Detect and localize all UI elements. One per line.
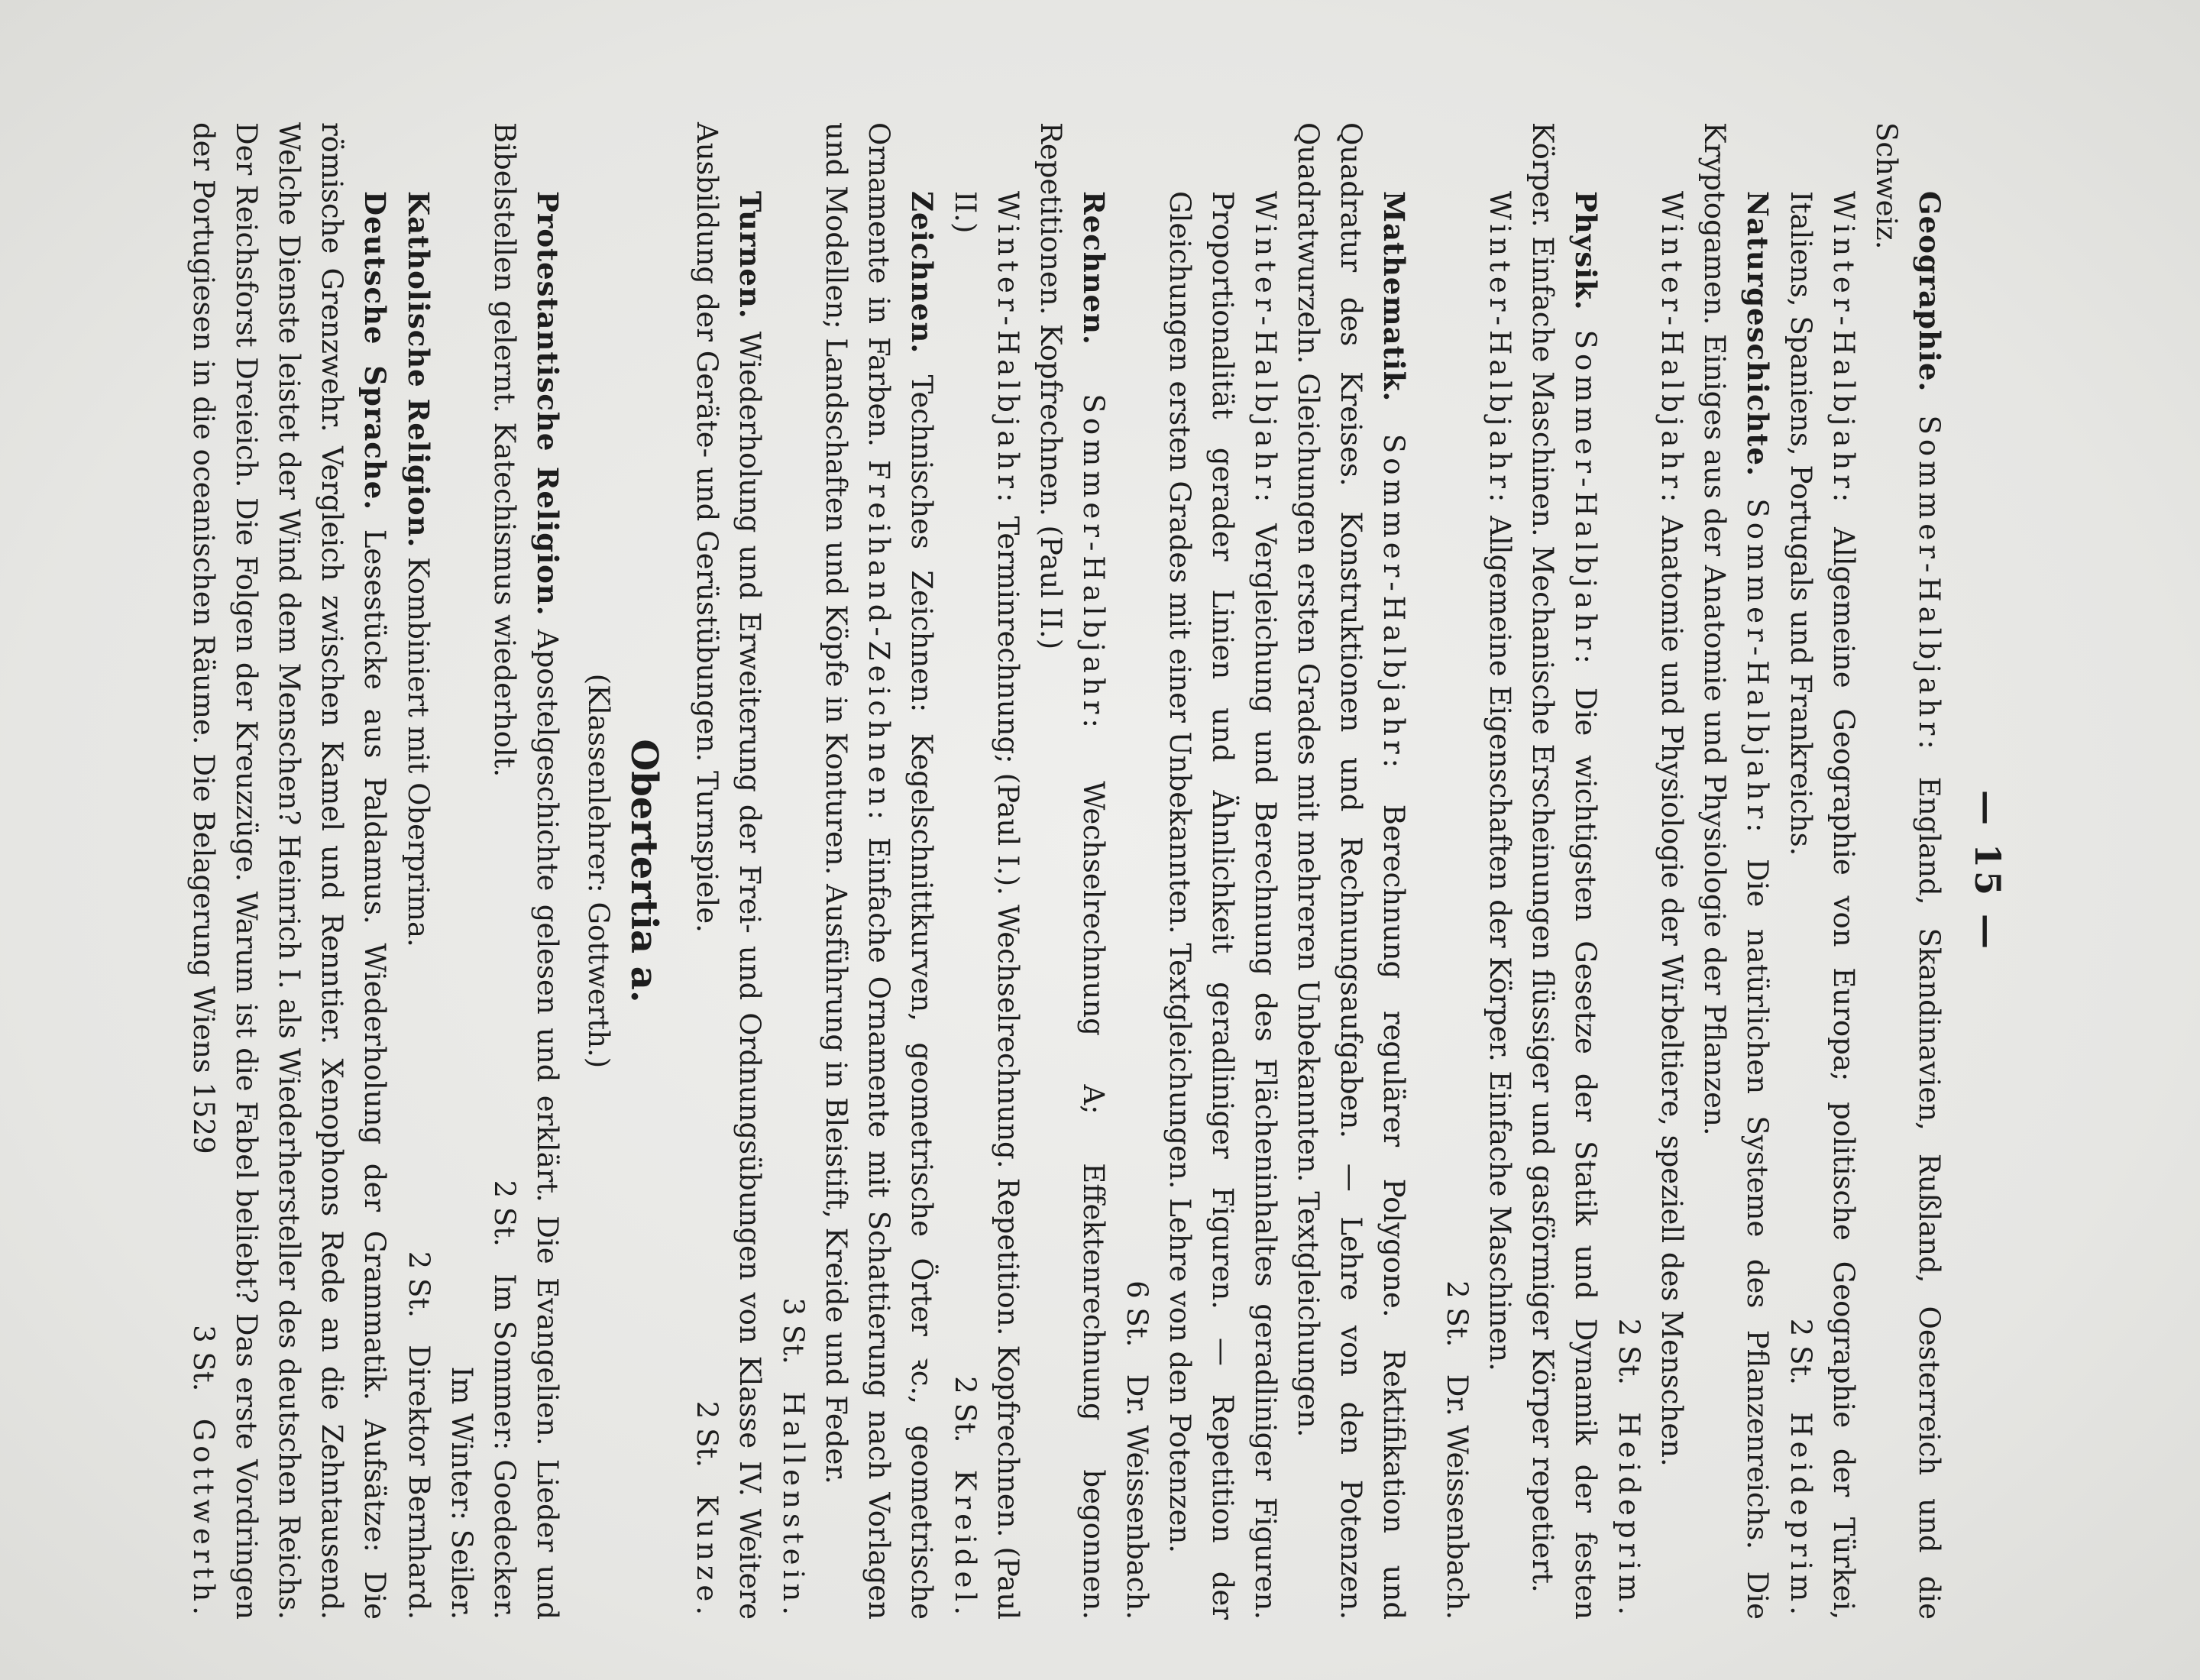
zeichnen-section — [772, 122, 943, 1620]
geographie-teacher: Heideprim. — [1784, 1412, 1817, 1620]
protestantische-religion-text — [483, 122, 569, 1620]
geographie-sommer-label: Sommer-Halbjahr: — [1913, 415, 1946, 754]
katholische-religion-text — [396, 122, 440, 1620]
mathematik-credit — [1115, 1280, 1158, 1620]
zeichnen-freihand-label: Freihand-Zeichnen: — [862, 459, 895, 824]
mathematik-heading: Mathematik. — [1377, 191, 1411, 403]
turnen-body: Wiederholung und Erweiterung der Frei- und Ordnungsübungen von Klasse IV. Weitere Ausbildung der Geräte- und Gerüstübungen. Turnspiele. — [691, 122, 766, 1620]
turnen-section — [685, 122, 772, 1620]
rechnen-heading: Rechnen. — [1077, 191, 1111, 345]
protestantische-religion-sommer: Im Sommer: Goedecker. — [488, 1274, 521, 1620]
mathematik-sommer-text: Berechnung regulärer Polygone. Rektifikation und Quadratur des Kreises. Konstruktionen und Rechnungsaufgaben. — Lehre von den Potenzen. Quadratwurzeln. Gleichungen ersten Grades mit mehreren Unbekannten. Textgleichungen. — [1292, 122, 1410, 1620]
physik-winter — [1435, 122, 1521, 1620]
rechnen-winter — [943, 122, 1029, 1620]
turnen-teacher: Kunze. — [691, 1494, 723, 1620]
physik-sommer-label: Sommer-Halbjahr: — [1569, 329, 1602, 668]
deutsche-sprache-heading: Deutsche Sprache. — [358, 191, 392, 511]
physik-winter-label: Winter-Halbjahr: — [1483, 191, 1516, 507]
mathematik-winter-label: Winter-Halbjahr: — [1249, 191, 1282, 507]
naturgeschichte-hours: 2 St. — [1613, 1318, 1645, 1386]
deutsche-sprache-credit — [182, 1256, 225, 1620]
katholische-religion-credit — [397, 1183, 440, 1620]
protestantische-religion-credit — [483, 1112, 526, 1620]
geographie-hours: 2 St. — [1784, 1318, 1817, 1386]
zeichnen-text — [772, 122, 943, 1620]
geographie-credit — [1779, 1319, 1822, 1620]
mathematik-sommer — [1286, 122, 1415, 1620]
physik-sommer-text: Die wichtigsten Gesetze der Statik und Dynamik der festen Körper. Einfache Maschinen. Mechanische Erscheinungen flüssiger und gasförmiger Körper repetiert. — [1526, 122, 1602, 1620]
rechnen-winter-label: Winter-Halbjahr: — [992, 191, 1024, 507]
rechnen-sommer-label: Sommer-Halbjahr: — [1077, 393, 1110, 733]
zeichnen-freihand-text: Einfache Ornamente mit Schattierung nach Vorlagen und Modellen; Landschaften und Köpfe in Konturen. Ausführung in Bleistift, Kreide und Feder. — [820, 122, 895, 1620]
naturgeschichte-heading: Naturgeschichte. — [1741, 191, 1775, 477]
naturgeschichte-winter-text: Anatomie und Physiologie der Wirbeltiere, speziell des Menschen. — [1655, 516, 1688, 1467]
deutsche-sprache-text — [182, 122, 396, 1620]
mathematik-sommer-label: Sommer-Halbjahr: — [1377, 433, 1410, 773]
rechnen-sommer — [1029, 122, 1115, 1620]
zeichnen-technisch-text: Technisches Zeichnen: Kegelschnittkurven, geometrische Örter ꝛc., geometrische Ornamente in Farben. — [862, 122, 938, 1620]
protestantische-religion-heading: Protestantische Religion. — [531, 191, 565, 617]
katholische-religion-heading: Katholische Religion. — [402, 191, 435, 549]
rechnen-sommer-text: Wechselrechnung A; Effektenrechnung begonnen. Repetitionen. Kopfrechnen. (Paul II.) — [1034, 122, 1110, 1620]
geographie-sommer-text: Allgemeine Geographie von Europa; politische Geographie der Türkei, Italiens, Spaniens, Portugals und Frankreichs. — [1784, 191, 1860, 1620]
geographie-winter-label: Winter-Halbjahr: — [1827, 191, 1860, 507]
turnen-text — [685, 122, 772, 1620]
rechnen-credit — [943, 1376, 986, 1620]
physik-hours: 2 St. — [1441, 1280, 1474, 1348]
naturgeschichte-credit — [1607, 1319, 1650, 1620]
zeichnen-teacher: Hallenstein. — [777, 1391, 810, 1620]
mathematik-section — [1115, 122, 1415, 1620]
naturgeschichte-sommer-label: Sommer-Halbjahr: — [1741, 498, 1774, 837]
mathematik-winter-text: Vergleichung und Berechnung des Flächeninhaltes geradliniger Figuren. Proportionalität gerader Linien und Ähnlichkeit geradliniger Figuren. — Repetition der Gleichungen ersten Grades mit einer Unbekannten. Textgleichungen. Lehre von den Potenzen. — [1163, 191, 1282, 1620]
geographie-section — [1779, 122, 1951, 1620]
physik-credit — [1435, 1280, 1478, 1620]
physik-section — [1435, 122, 1607, 1620]
zeichnen-credit — [772, 1229, 814, 1620]
physik-winter-text: Allgemeine Eigenschaften der Körper. Einfache Maschinen. — [1483, 516, 1516, 1371]
naturgeschichte-sommer — [1693, 122, 1779, 1620]
naturgeschichte-teacher: Heideprim. — [1613, 1412, 1645, 1620]
geographie-sommer — [1865, 122, 1951, 1620]
naturgeschichte-section — [1607, 122, 1779, 1620]
deutsche-sprache-hours: 3 St. — [187, 1325, 220, 1392]
protestantische-religion-body: Apostelgeschichte gelesen und erklärt. Die Evangelien. Lieder und Bibelstellen gelernt. Katechismus wiederholt. — [488, 122, 564, 1620]
turnen-heading: Turnen. — [733, 191, 767, 319]
turnen-hours: 2 St. — [691, 1400, 723, 1468]
naturgeschichte-winter — [1607, 122, 1693, 1620]
rechnen-teacher: Kreidel. — [949, 1469, 982, 1620]
section-subtitle: (Klassenlehrer: Gottwerth.) — [582, 673, 615, 1069]
naturgeschichte-sommer-text: Die natürlichen Systeme des Pflanzenreichs. Die Kryptogamen. Einiges aus der Anatomie und Physiologie der Pflanzen. — [1698, 122, 1774, 1620]
turnen-credit — [685, 1332, 728, 1620]
physik-sommer — [1521, 122, 1607, 1620]
protestantische-religion-hours: 2 St. — [488, 1180, 521, 1247]
geographie-winter — [1779, 122, 1865, 1620]
physik-heading: Physik. — [1569, 191, 1603, 311]
deutsche-sprache-section — [182, 122, 396, 1620]
section-title: Obertertia a. — [623, 739, 665, 1003]
deutsche-sprache-teacher: Gottwerth. — [187, 1418, 220, 1620]
page-number: — 15 — — [1967, 789, 2008, 953]
naturgeschichte-winter-label: Winter-Halbjahr: — [1655, 191, 1688, 507]
geographie-winter-text: England, Skandinavien, Rußland, Oesterreich und die Schweiz. — [1870, 122, 1946, 1620]
katholische-religion-body: Kombiniert mit Oberprima. — [402, 557, 435, 947]
katholische-religion-teacher: Direktor Bernhard. — [403, 1345, 435, 1620]
zeichnen-hours: 3 St. — [777, 1297, 810, 1364]
rechnen-hours: 2 St. — [949, 1376, 982, 1443]
protestantische-religion-section — [440, 122, 569, 1620]
mathematik-teacher: Dr. Weissenbach. — [1121, 1374, 1153, 1620]
protestantische-religion-winter-line — [440, 122, 483, 1620]
mathematik-winter — [1115, 122, 1286, 1620]
deutsche-sprache-body: Lesestücke aus Paldamus. Wiederholung der Grammatik. Aufsätze: Die römische Grenzwehr. Vergleich zwischen Kamel und Renntier. Xenophons Rede an die Zehntausend. Welche Dienste leistet der Wind dem Menschen? Heinrich I. als Wiederhersteller des deutschen Reichs. Der Reichsforst Dreieich. Die Folgen der Kreuzzüge. Warum ist die Fabel beliebt? Das erste Vordringen der Portugiesen in die oceanischen Räume. Die Belagerung Wiens 1529 — [187, 122, 391, 1620]
protestantische-religion-winter: Im Winter: Seiler. — [445, 1366, 478, 1620]
katholische-religion-hours: 2 St. — [403, 1251, 435, 1318]
geographie-heading: Geographie. — [1913, 191, 1946, 393]
rechnen-section — [943, 122, 1115, 1620]
spacer — [1415, 122, 1435, 1620]
page-content — [182, 122, 2009, 1620]
mathematik-hours: 6 St. — [1121, 1280, 1153, 1348]
zeichnen-heading: Zeichnen. — [905, 191, 939, 354]
physik-teacher: Dr. Weissenbach. — [1441, 1374, 1474, 1620]
katholische-religion-section — [396, 122, 440, 1620]
rechnen-winter-text: Terminrechnung; (Paul I.). Wechselrechnung. Repetition. Kopfrechnen. (Paul II.) — [949, 191, 1024, 1620]
